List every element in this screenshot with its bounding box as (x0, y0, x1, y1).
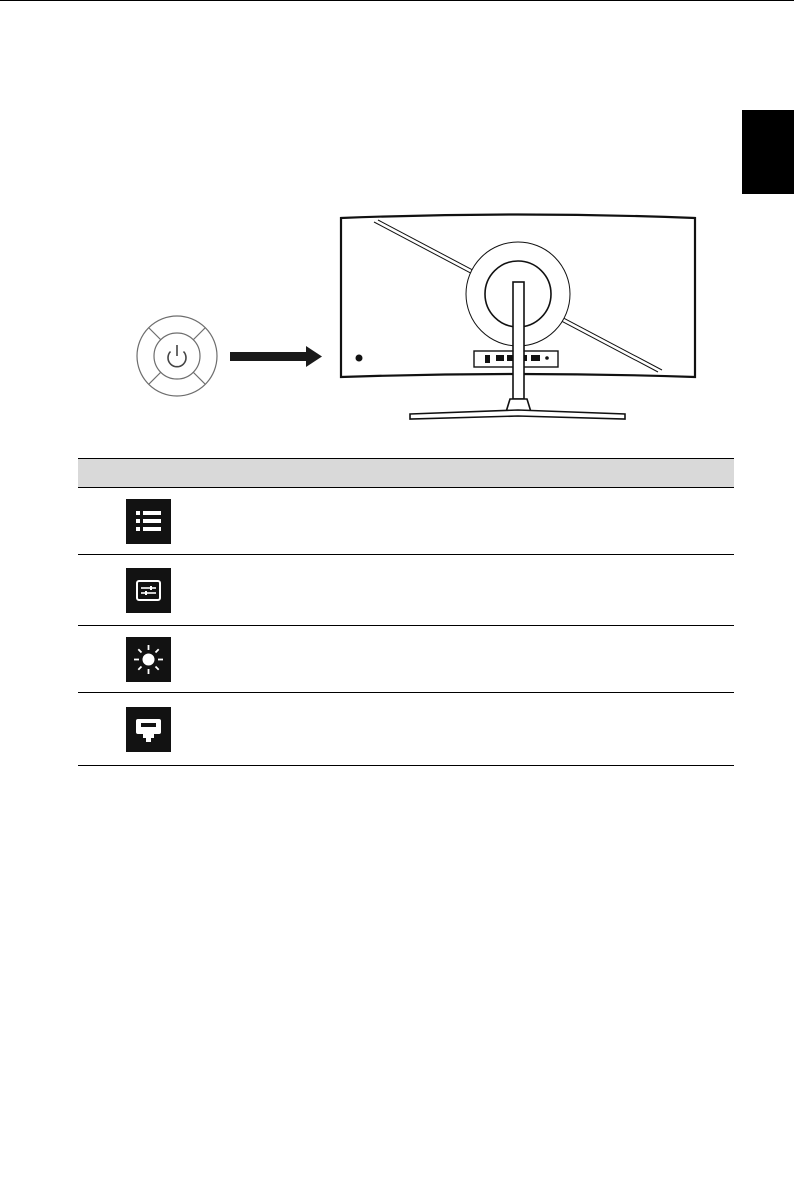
hotkey-table (78, 458, 734, 766)
table-row (78, 693, 734, 766)
table-icon-cell (78, 488, 218, 555)
table-row (78, 626, 734, 693)
brightness-sun-icon (126, 637, 171, 682)
table-desc-cell (218, 488, 734, 555)
table-desc-cell (218, 555, 734, 626)
table-desc-cell (218, 693, 734, 766)
table-header-row (78, 459, 734, 488)
table-icon-cell (78, 626, 218, 693)
right-arrow-icon (230, 346, 322, 367)
table-row (78, 488, 734, 555)
monitor-controls-figure (0, 0, 794, 440)
table-header-desc-cell (218, 459, 734, 488)
table-header-icon-cell (78, 459, 218, 488)
input-source-icon (126, 707, 171, 752)
power-joystick-icon (137, 316, 217, 396)
table-desc-cell (218, 626, 734, 693)
menu-list-icon (126, 499, 171, 544)
settings-sliders-icon (126, 568, 171, 613)
table-row (78, 555, 734, 626)
table-icon-cell (78, 693, 218, 766)
table-icon-cell (78, 555, 218, 626)
monitor-rear-view-icon (341, 215, 695, 420)
